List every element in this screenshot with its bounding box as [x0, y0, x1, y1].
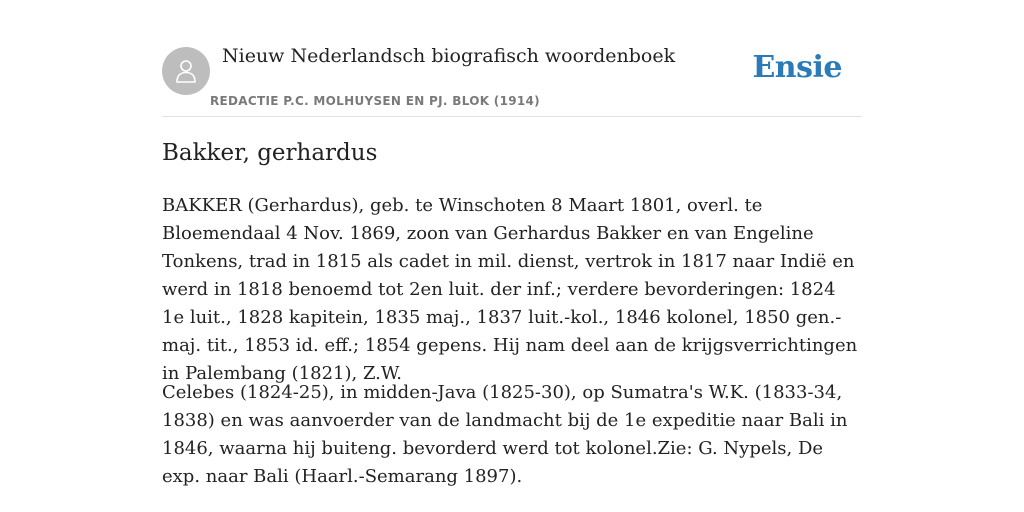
- book-editors: REDACTIE P.C. MOLHUYSEN EN PJ. BLOK (1914): [210, 94, 540, 108]
- user-icon: [172, 57, 200, 85]
- source-header: [162, 0, 862, 117]
- book-title[interactable]: Nieuw Nederlandsch biografisch woordenboek: [222, 45, 676, 67]
- ensie-logo[interactable]: Ensie: [752, 50, 842, 85]
- entry-paragraph-1: BAKKER (Gerhardus), geb. te Winschoten 8 Maart 1801, overl. te Bloemendaal 4 Nov. 1869, zoon van Gerhardus Bakker en van Engeline Tonkens, trad in 1815 als cadet in mil. dienst, vertrok in 1817 naar Indië en werd in 1818 benoemd tot 2en luit. der inf.; verdere bevorderingen: 1824 1e luit., 1828 kapitein, 1835 maj., 1837 luit.-kol., 1846 kolonel, 1850 gen.-maj. tit., 1853 id. eff.; 1854 gepens. Hij nam deel aan de krijgsverrichtingen in Palembang (1821), Z.W.: [162, 195, 858, 384]
- entry-title: Bakker, gerhardus: [162, 140, 378, 166]
- entry-paragraph-2: Celebes (1824-25), in midden-Java (1825-30), op Sumatra's W.K. (1833-34, 1838) en was aanvoerder van de landmacht bij de 1e expeditie naar Bali in 1846, waarna hij buiteng. bevorderd werd tot kolonel.Zie: G. Nypels, De exp. naar Bali (Haarl.-Semarang 1897).: [162, 382, 848, 487]
- avatar[interactable]: [162, 47, 210, 95]
- page: [162, 0, 862, 487]
